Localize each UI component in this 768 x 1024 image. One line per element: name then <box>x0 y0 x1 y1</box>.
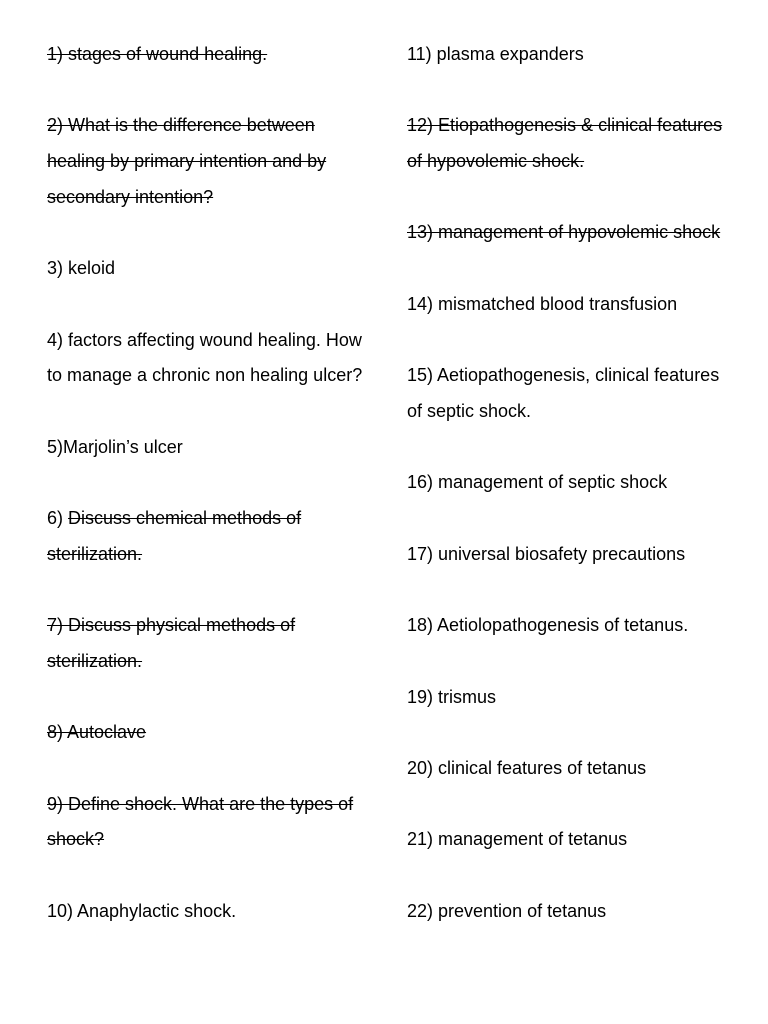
question-text: 18) Aetiolopathogenesis of tetanus. <box>407 615 689 636</box>
question-item-4 <box>47 323 367 394</box>
question-text: 9) Define shock. What are the types of shock? <box>47 793 354 850</box>
question-item-10 <box>47 894 367 930</box>
question-item-13 <box>407 215 727 251</box>
question-item-14 <box>407 287 727 323</box>
question-text: 15) Aetiopathogenesis, clinical features of septic shock. <box>407 365 720 421</box>
question-text: 10) Anaphylactic shock. <box>47 900 237 921</box>
question-text: 1) stages of wound healing. <box>47 44 268 64</box>
question-item-20 <box>407 751 727 787</box>
question-text: 12) Etiopathogenesis & clinical features of hypovolemic shock. <box>407 115 723 172</box>
question-text: 19) trismus <box>407 686 497 707</box>
question-text: 7) Discuss physical methods of sterilization. <box>47 615 296 671</box>
question-text: 14) mismatched blood transfusion <box>407 293 678 314</box>
question-text: Discuss chemical methods of sterilization. <box>47 508 302 564</box>
left-question-column <box>47 37 367 965</box>
question-item-22 <box>407 894 727 930</box>
question-text: 11) plasma expanders <box>407 44 584 64</box>
question-item-5 <box>47 430 367 466</box>
question-item-19 <box>407 680 727 716</box>
question-item-15 <box>407 358 727 429</box>
question-text: 5)Marjolin’s ulcer <box>47 436 183 457</box>
question-text: 21) management of tetanus <box>407 829 628 850</box>
question-number: 6) <box>47 508 69 529</box>
question-text: 17) universal biosafety precautions <box>407 543 686 564</box>
question-item-12 <box>407 108 727 179</box>
question-text: 16) management of septic shock <box>407 472 668 493</box>
question-text: 2) What is the difference between healing by primary intention and by secondary intention? <box>47 115 327 207</box>
right-question-column <box>407 37 727 965</box>
question-text: 8) Autoclave <box>47 722 147 743</box>
question-text: 13) management of hypovolemic shock <box>407 222 721 243</box>
question-item-9 <box>47 787 367 858</box>
question-text: 3) keloid <box>47 258 116 279</box>
question-item-8 <box>47 715 367 751</box>
question-item-7 <box>47 608 367 679</box>
question-item-21 <box>407 822 727 858</box>
question-item-18 <box>407 608 727 644</box>
question-item-3 <box>47 251 367 287</box>
question-item-17 <box>407 537 727 573</box>
question-text: 22) prevention of tetanus <box>407 900 607 921</box>
question-item-16 <box>407 465 727 501</box>
question-text: 20) clinical features of tetanus <box>407 757 647 778</box>
question-item-1 <box>47 37 367 73</box>
question-item-11 <box>407 37 727 73</box>
question-item-2 <box>47 108 367 215</box>
question-text: 4) factors affecting wound healing. How to manage a chronic non healing ulcer? <box>47 329 363 386</box>
question-item-6 <box>47 501 367 572</box>
